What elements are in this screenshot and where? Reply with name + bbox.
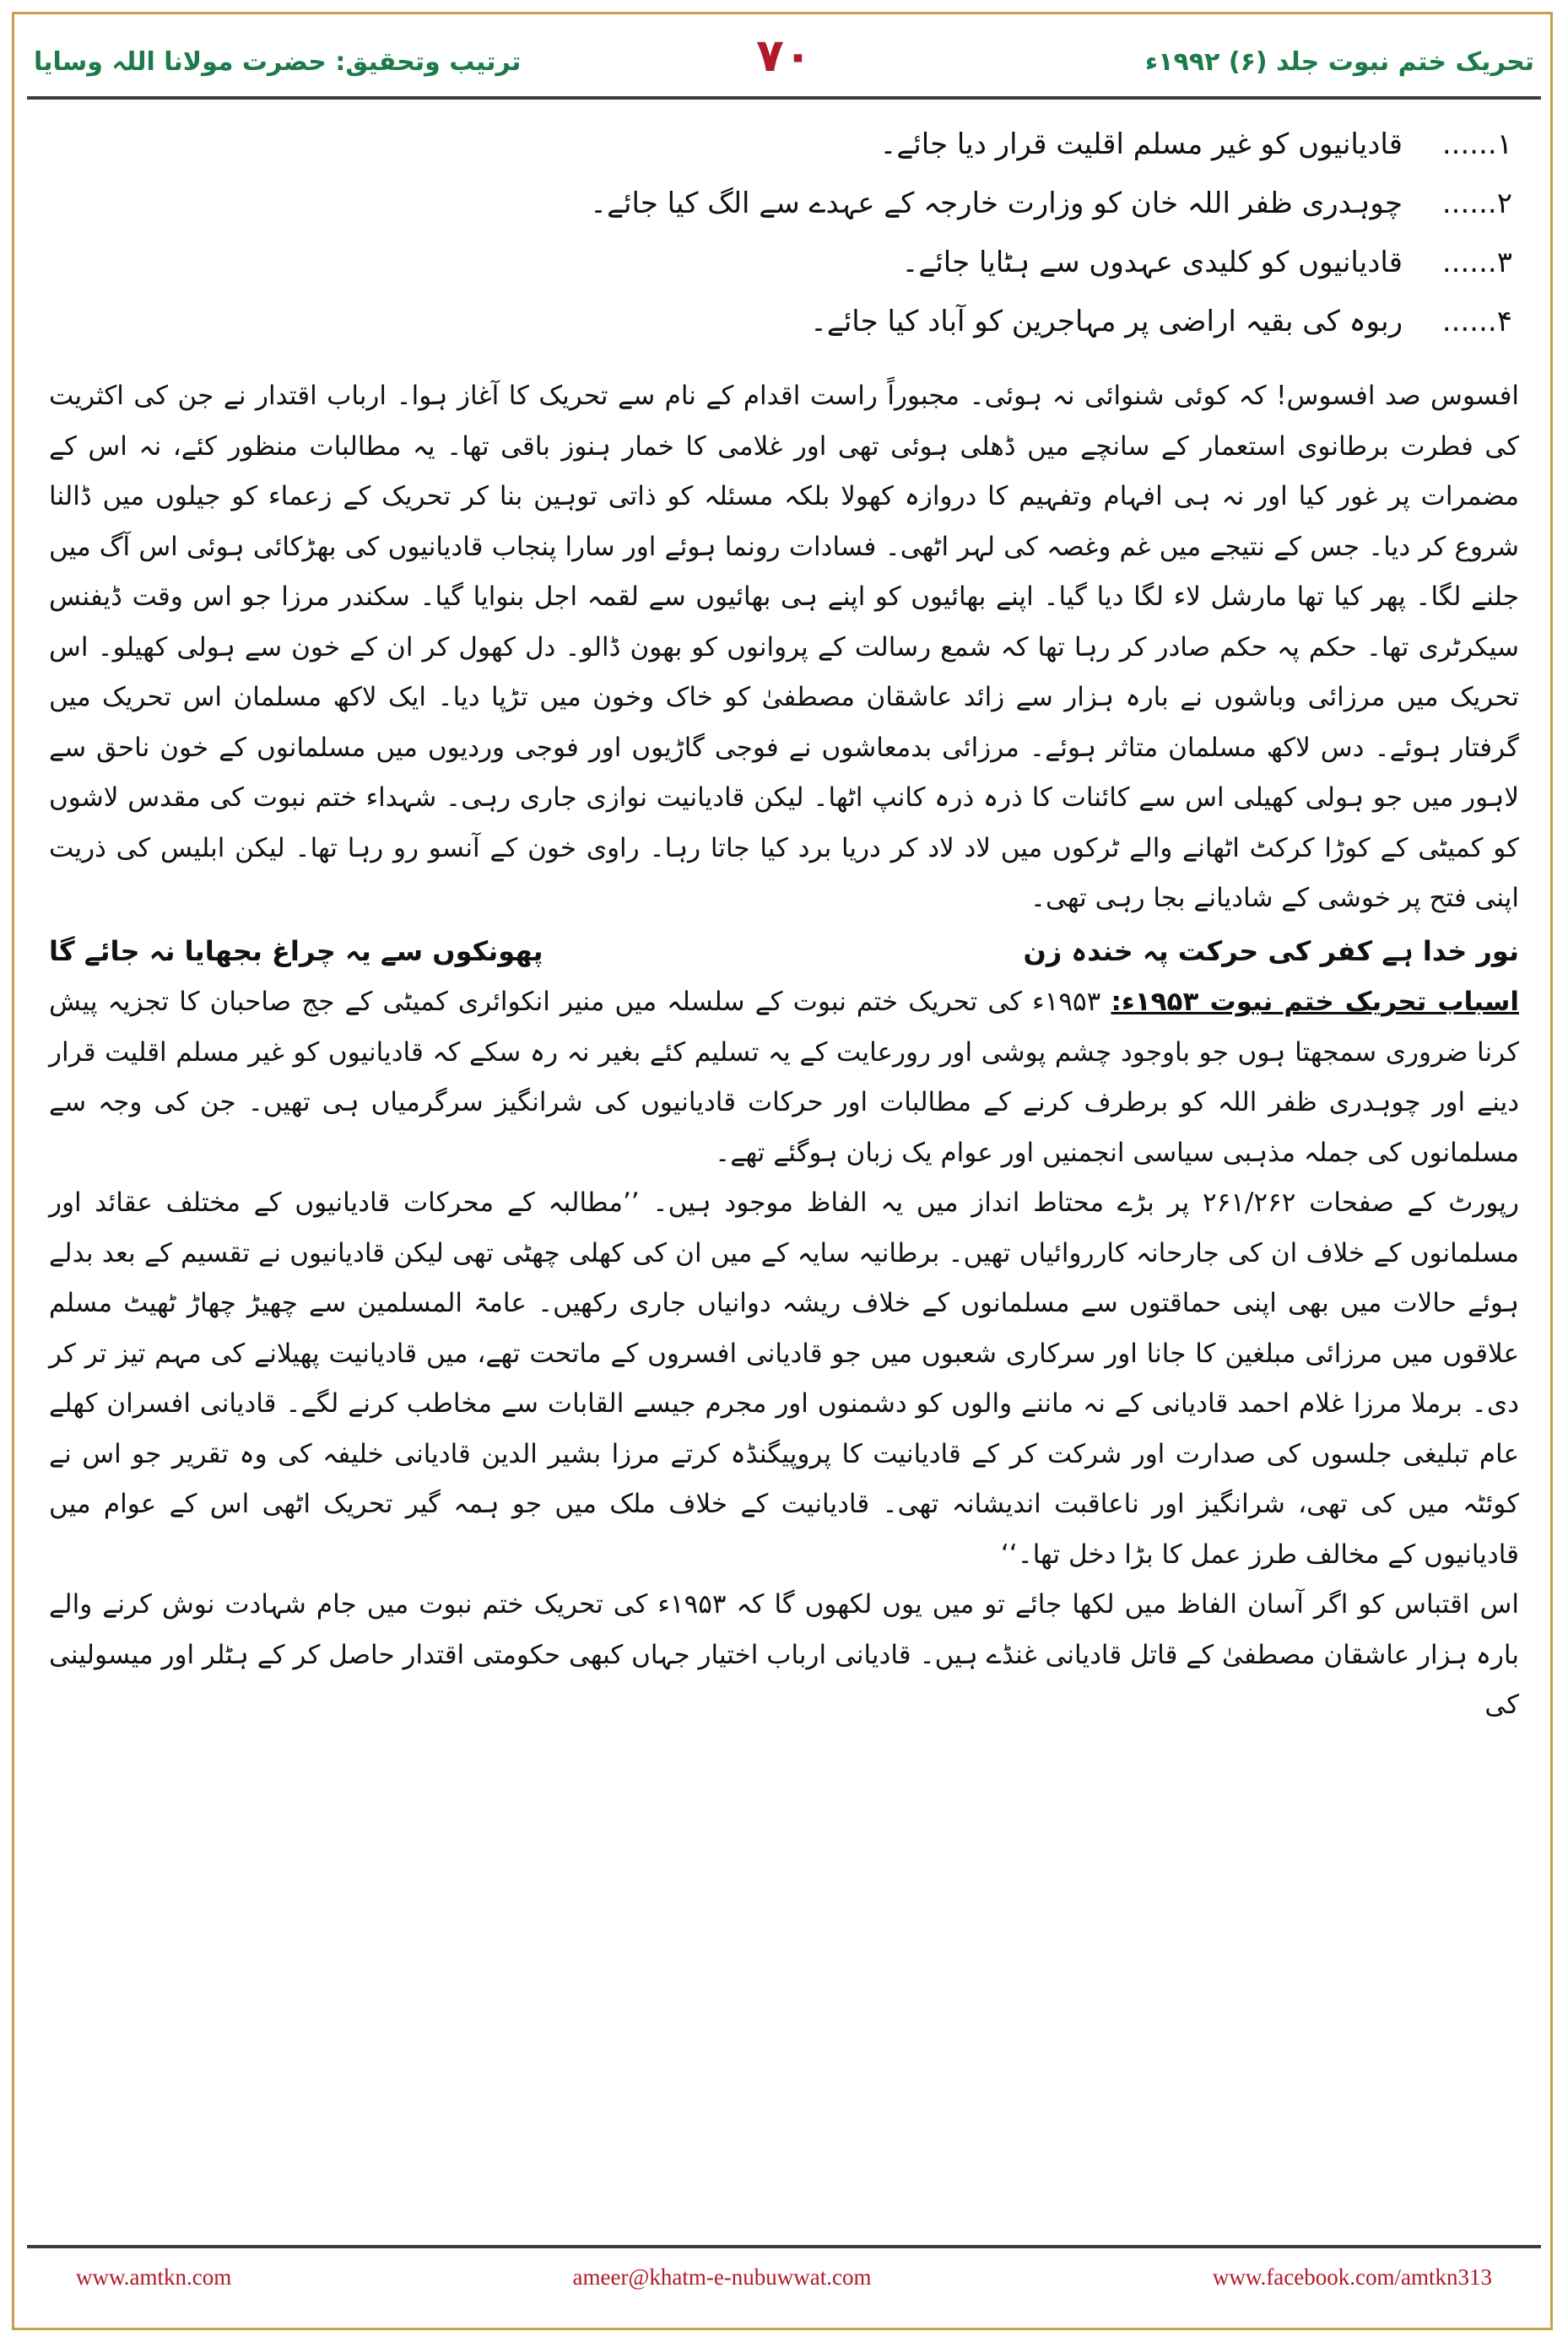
list-number: ۳...... [1441,246,1512,279]
list-item [68,127,1512,186]
list-number: ۲...... [1441,187,1512,220]
paragraph-report-quote: رپورٹ کے صفحات ۲۶۱/۲۶۲ پر بڑے محتاط انداز میں یہ الفاظ موجود ہیں۔ ’’مطالبہ کے محرکات قادیانیوں کے مختلف عقائد اور مسلمانوں کے خلاف ان کی جارحانہ کارروائیاں تھیں۔ برطانیہ سایہ کے میں ان کی کھلی چھٹی تھی لیکن قادیانیوں نے تقسیم کے بعد بدلے ہوئے حالات میں بھی اپنی حماقتوں سے مسلمانوں کے خلاف ریشہ دوانیاں جاری رکھیں۔ عامۃ المسلمین سے چھیڑ چھاڑ ٹھیٹ مسلم علاقوں میں مرزائی مبلغین کا جانا اور سرکاری شعبوں میں جو قادیانی افسروں کے ماتحت تھے، میں قادیانیت پھیلانے کی مہم تیز تر کر دی۔ برملا مرزا غلام احمد قادیانی کے نہ ماننے والوں کو دشمنوں اور مجرم جیسے القابات سے مخاطب کرنے لگے۔ قادیانی افسران کھلے عام تبلیغی جلسوں کی صدارت اور شرکت کر کے قادیانیت کا پروپیگنڈہ کرتے مرزا بشیر الدین قادیانی خلیفہ کی وہ تقریر جو اس نے کوئٹہ میں کی تھی، شرانگیز اور ناعاقبت اندیشانہ تھی۔ قادیانیت کے خلاف ملک میں جو ہمہ گیر تحریک اٹھی اس کے عوام میں قادیانیوں کے مخالف طرز عمل کا بڑا دخل تھا۔‘‘ [49,1187,1519,1570]
paragraph-conclusion: اس اقتباس کو اگر آسان الفاظ میں لکھا جائے تو میں یوں لکھوں گا کہ ۱۹۵۳ء کی تحریک ختم نبوت میں جام شہادت نوش کرنے والے بارہ ہزار عاشقان مصطفیٰ کے قاتل قادیانی غنڈے ہیں۔ قادیانی ارباب اختیار جہاں کبھی حکومتی اقتدار حاصل کر کے ہٹلر اور میسولینی کی [49,1589,1519,1721]
page-number: ۷۰ [756,29,812,82]
list-number: ۴...... [1441,305,1512,338]
email-link[interactable]: ameer@khatm-e-nubuwwat.com [572,2264,872,2290]
couplet-first-line: نور خدا ہے کفر کی حرکت پہ خندہ زن [1023,934,1519,967]
body-text [49,371,1519,1731]
demands-list [68,127,1512,363]
paragraph-causes-text: ۱۹۵۳ء کی تحریک ختم نبوت کے سلسلہ میں منیر انکوائری کمیٹی کے جج صاحبان کا تجزیہ پیش کرنا ضروری سمجھتا ہوں جو باوجود چشم پوشی اور رورعایت کے یہ تسلیم کئے بغیر نہ رہ سکے کہ قادیانیوں کو غیر مسلم اقلیت قرار دینے اور چوہدری ظفر اللہ کو برطرف کرنے کے مطالبات اور حرکات قادیانیوں کی شرانگیز سرگرمیاں ہی تھیں۔ جن کی وجہ سے مسلمانوں کی جملہ مذہبی سیاسی انجمنیں اور عوام یک زبان ہوگئے تھے۔ [49,987,1519,1168]
facebook-link[interactable]: www.facebook.com/amtkn313 [1212,2264,1492,2290]
footer-divider [27,2245,1541,2248]
section-heading: اسباب تحریک ختم نبوت ۱۹۵۳ء: [1111,987,1519,1018]
list-text: قادیانیوں کو غیر مسلم اقلیت قرار دیا جائے۔ [879,127,1403,161]
list-number: ۱...... [1441,127,1512,161]
compiler-credit: ترتیب وتحقیق: حضرت مولانا اللہ وسایا [34,46,522,77]
book-title: تحریک ختم نبوت جلد (۶) ۱۹۹۲ء [1144,46,1534,77]
list-text: چوہدری ظفر اللہ خان کو وزارت خارجہ کے عہدے سے الگ کیا جائے۔ [590,187,1403,220]
list-text: قادیانیوں کو کلیدی عہدوں سے ہٹایا جائے۔ [901,246,1403,279]
list-item [68,304,1512,363]
paragraph-causes [49,977,1519,1178]
page-footer [76,2260,1492,2294]
list-item [68,186,1512,245]
list-item [68,245,1512,304]
couplet-second-line: پھونکوں سے یہ چراغ بجھایا نہ جائے گا [49,934,543,967]
paragraph-protest: افسوس صد افسوس! کہ کوئی شنوائی نہ ہوئی۔ مجبوراً راست اقدام کے نام سے تحریک کا آغاز ہوا۔ ارباب اقتدار نے جن کی اکثریت کی فطرت برطانوی استعمار کے سانچے میں ڈھلی ہوئی تھی اور غلامی کا خمار ہنوز باقی تھا۔ یہ مطالبات منظور کئے، نہ اس کے مضمرات پر غور کیا اور نہ ہی افہام وتفہیم کا دروازہ کھولا بلکہ مسئلہ کو ذاتی توہین بنا کر تحریک کے زعماء کو جیلوں میں ڈالنا شروع کر دیا۔ جس کے نتیجے میں غم وغصہ کی لہر اٹھی۔ فسادات رونما ہوئے اور سارا پنجاب قادیانیوں کی بھڑکائی ہوئی اس آگ میں جلنے لگا۔ پھر کیا تھا مارشل لاء لگا دیا گیا۔ اپنے بھائیوں کو اپنے ہی بھائیوں سے لقمہ اجل بنوایا گیا۔ سکندر مرزا جو اس وقت ڈیفنس سیکرٹری تھا۔ حکم پہ حکم صادر کر رہا تھا کہ شمع رسالت کے پروانوں کو بھون ڈالو۔ دل کھول کر ان کے خون سے ہولی کھیلو۔ اس تحریک میں مرزائی وباشوں نے بارہ ہزار سے زائد عاشقان مصطفیٰ کو خاک وخون میں تڑپا دیا۔ ایک لاکھ مسلمان اس تحریک میں گرفتار ہوئے۔ دس لاکھ مسلمان متاثر ہوئے۔ مرزائی بدمعاشوں نے فوجی گاڑیوں اور فوجی وردیوں میں مسلمانوں کے خون ناحق سے لاہور میں جو ہولی کھیلی اس سے کائنات کا ذرہ ذرہ کانپ اٹھا۔ لیکن قادیانیت نوازی جاری رہی۔ شہداء ختم نبوت کی مقدس لاشوں کو کمیٹی کے کوڑا کرکٹ اٹھانے والے ٹرکوں میں لاد لاد کر دریا برد کیا جاتا رہا۔ راوی خون کے آنسو رو رہا تھا۔ لیکن ابلیس کی ذریت اپنی فتح پر خوشی کے شادیانے بجا رہی تھی۔ [49,381,1519,914]
page-header [34,29,1534,91]
website-link[interactable]: www.amtkn.com [76,2264,232,2290]
poetry-couplet [49,926,1519,977]
header-divider [27,96,1541,100]
list-text: ربوہ کی بقیہ اراضی پر مہاجرین کو آباد کیا جائے۔ [809,305,1403,338]
